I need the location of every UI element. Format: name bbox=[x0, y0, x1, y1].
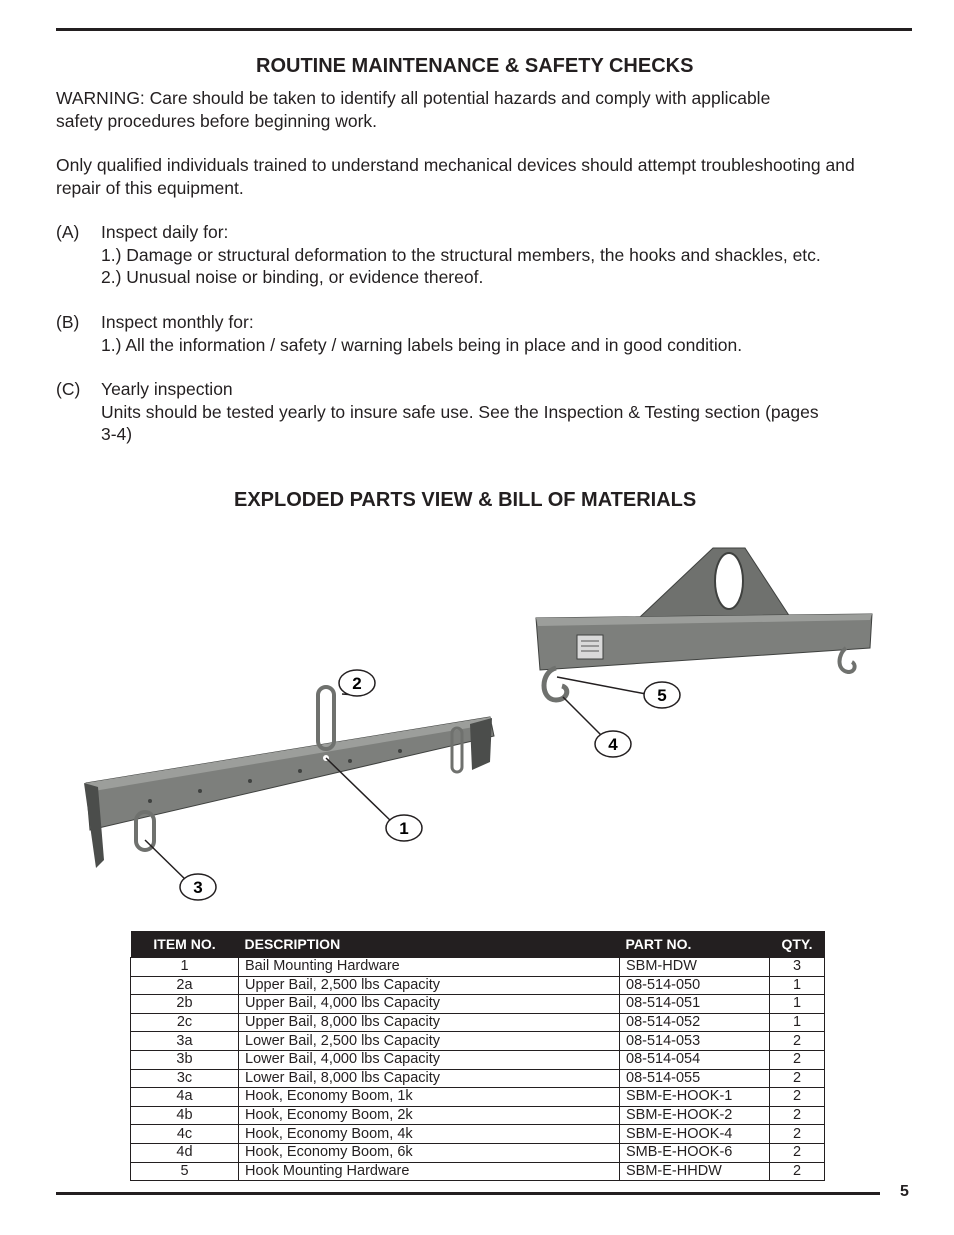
cell-description: Bail Mounting Hardware bbox=[239, 958, 620, 977]
table-row bbox=[131, 1143, 825, 1162]
step-line: Yearly inspection bbox=[101, 379, 233, 399]
exploded-parts-figure bbox=[0, 540, 954, 920]
cell-item: 4d bbox=[131, 1143, 239, 1162]
cell-item: 1 bbox=[131, 958, 239, 977]
cell-part: 08-514-054 bbox=[620, 1050, 770, 1069]
qualified-line: Only qualified individuals trained to understand mechanical devices should attempt troubleshooting and bbox=[56, 155, 855, 175]
warning-line: safety procedures before beginning work. bbox=[56, 110, 378, 131]
step-line: Units should be tested yearly to insure safe use. See the Inspection & Testing section (pages bbox=[101, 401, 819, 422]
cell-item: 3c bbox=[131, 1069, 239, 1088]
callout-label: 5 bbox=[657, 686, 667, 705]
cell-description: Upper Bail, 8,000 lbs Capacity bbox=[239, 1013, 620, 1032]
cell-part: SMB-E-HOOK-6 bbox=[620, 1143, 770, 1162]
callout-label: 4 bbox=[608, 735, 618, 754]
step-line: 3-4) bbox=[101, 424, 133, 444]
cell-part: 08-514-052 bbox=[620, 1013, 770, 1032]
table-row bbox=[131, 1106, 825, 1125]
header-item-no: ITEM NO. bbox=[131, 931, 239, 958]
cell-description: Hook, Economy Boom, 2k bbox=[239, 1106, 620, 1125]
qualified-line: repair of this equipment. bbox=[56, 177, 244, 198]
parts-view-heading: EXPLODED PARTS VIEW & BILL OF MATERIALS bbox=[234, 489, 697, 511]
step-line: Inspect monthly for: bbox=[101, 312, 254, 332]
warning-line: WARNING: Care should be taken to identify all potential hazards and comply with applicable bbox=[56, 88, 771, 108]
table-row bbox=[131, 1050, 825, 1069]
cell-qty: 2 bbox=[770, 1125, 825, 1144]
callout-4 bbox=[595, 731, 631, 757]
cell-part: 08-514-053 bbox=[620, 1032, 770, 1051]
cell-item: 2c bbox=[131, 1013, 239, 1032]
table-row bbox=[131, 976, 825, 995]
cell-description: Upper Bail, 4,000 lbs Capacity bbox=[239, 995, 620, 1014]
step-line: 1.) All the information / safety / warning labels being in place and in good condition. bbox=[101, 334, 743, 355]
qualified-paragraph bbox=[56, 154, 916, 199]
cell-item: 2a bbox=[131, 976, 239, 995]
table-row bbox=[131, 1032, 825, 1051]
table-row bbox=[131, 1162, 825, 1181]
cell-item: 4c bbox=[131, 1125, 239, 1144]
callout-label: 3 bbox=[193, 878, 203, 897]
cell-item: 5 bbox=[131, 1162, 239, 1181]
cell-item: 3a bbox=[131, 1032, 239, 1051]
cell-qty: 2 bbox=[770, 1032, 825, 1051]
table-row bbox=[131, 995, 825, 1014]
cell-description: Hook, Economy Boom, 1k bbox=[239, 1088, 620, 1107]
cell-qty: 2 bbox=[770, 1088, 825, 1107]
callout-5 bbox=[644, 682, 680, 708]
callout-3 bbox=[180, 874, 216, 900]
cell-qty: 1 bbox=[770, 995, 825, 1014]
header-part-no: PART NO. bbox=[620, 931, 770, 958]
cell-description: Lower Bail, 8,000 lbs Capacity bbox=[239, 1069, 620, 1088]
cell-part: SBM-E-HOOK-4 bbox=[620, 1125, 770, 1144]
cell-item: 4b bbox=[131, 1106, 239, 1125]
cell-part: SBM-HDW bbox=[620, 958, 770, 977]
page-number: 5 bbox=[900, 1183, 909, 1200]
cell-item: 3b bbox=[131, 1050, 239, 1069]
step-line: 2.) Unusual noise or binding, or evidence thereof. bbox=[101, 267, 484, 287]
cell-item: 4a bbox=[131, 1088, 239, 1107]
cell-part: 08-514-055 bbox=[620, 1069, 770, 1088]
step-marker: (A) bbox=[56, 222, 80, 242]
table-header-row bbox=[131, 931, 825, 958]
cell-description: Hook Mounting Hardware bbox=[239, 1162, 620, 1181]
cell-qty: 1 bbox=[770, 1013, 825, 1032]
cell-description: Lower Bail, 2,500 lbs Capacity bbox=[239, 1032, 620, 1051]
step-marker: (B) bbox=[56, 312, 80, 332]
cell-qty: 2 bbox=[770, 1050, 825, 1069]
bottom-rule bbox=[56, 1192, 880, 1195]
callout-label: 1 bbox=[399, 819, 409, 838]
cell-part: 08-514-051 bbox=[620, 995, 770, 1014]
callout-1 bbox=[386, 815, 422, 841]
header-description: DESCRIPTION bbox=[239, 931, 620, 958]
assembled-beam-illustration bbox=[536, 548, 872, 700]
table-row bbox=[131, 958, 825, 977]
header-qty: QTY. bbox=[770, 931, 825, 958]
cell-item: 2b bbox=[131, 995, 239, 1014]
cell-description: Upper Bail, 2,500 lbs Capacity bbox=[239, 976, 620, 995]
step-line: 1.) Damage or structural deformation to the structural members, the hooks and shackles, etc. bbox=[101, 244, 821, 265]
cell-qty: 1 bbox=[770, 976, 825, 995]
callout-label: 2 bbox=[352, 674, 362, 693]
maintenance-heading: ROUTINE MAINTENANCE & SAFETY CHECKS bbox=[256, 55, 694, 77]
table-row bbox=[131, 1069, 825, 1088]
step-marker: (C) bbox=[56, 379, 81, 399]
cell-part: SBM-E-HOOK-1 bbox=[620, 1088, 770, 1107]
cell-qty: 3 bbox=[770, 958, 825, 977]
cell-part: 08-514-050 bbox=[620, 976, 770, 995]
cell-qty: 2 bbox=[770, 1162, 825, 1181]
cell-description: Hook, Economy Boom, 6k bbox=[239, 1143, 620, 1162]
warning-paragraph bbox=[56, 87, 770, 132]
cell-part: SBM-E-HOOK-2 bbox=[620, 1106, 770, 1125]
table-row bbox=[131, 1088, 825, 1107]
cell-part: SBM-E-HHDW bbox=[620, 1162, 770, 1181]
cell-qty: 2 bbox=[770, 1106, 825, 1125]
table-row bbox=[131, 1125, 825, 1144]
cell-description: Hook, Economy Boom, 4k bbox=[239, 1125, 620, 1144]
table-row bbox=[131, 1013, 825, 1032]
cell-description: Lower Bail, 4,000 lbs Capacity bbox=[239, 1050, 620, 1069]
bill-of-materials-table bbox=[130, 931, 825, 1181]
callout-2 bbox=[339, 670, 375, 696]
top-rule bbox=[56, 28, 912, 31]
cell-qty: 2 bbox=[770, 1069, 825, 1088]
cell-qty: 2 bbox=[770, 1143, 825, 1162]
step-line: Inspect daily for: bbox=[101, 222, 229, 242]
